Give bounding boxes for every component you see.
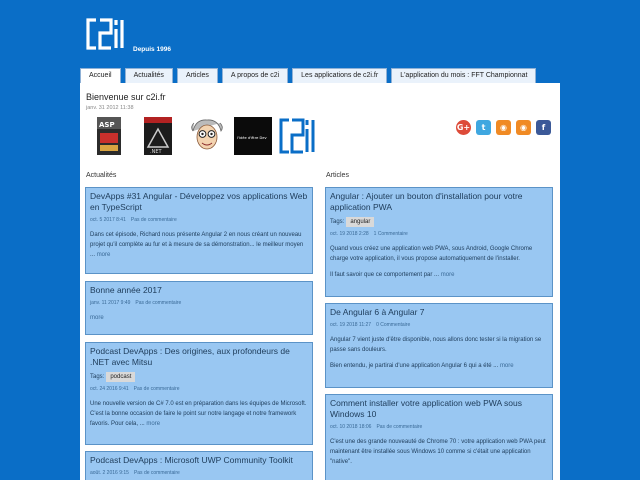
post-meta bbox=[90, 386, 308, 392]
post-date: oct. 5 2017 8:41 bbox=[90, 217, 126, 223]
post-date: oct. 10 2018 18:06 bbox=[330, 424, 372, 430]
post-excerpt-text: Une nouvelle version de C# 7.0 est en préparation dans les équipes de Microsoft. C'est la bonne occasion de faire le point sur notre langage et notre framework favoris. Pour cela, ... bbox=[90, 401, 307, 427]
tab-home[interactable]: Accueil bbox=[80, 68, 121, 83]
asp-book-image[interactable] bbox=[97, 117, 121, 155]
tags-label: Tags: bbox=[90, 374, 105, 380]
page-header bbox=[0, 0, 640, 68]
since-label: Depuis 1996 bbox=[133, 46, 171, 53]
book-cover-label: l'idée d'être Dev bbox=[237, 136, 267, 140]
post-meta bbox=[330, 231, 548, 237]
news-post bbox=[85, 451, 313, 480]
tags-label: Tags: bbox=[330, 219, 345, 225]
post-meta bbox=[90, 300, 308, 306]
post-title[interactable]: Podcast DevApps : Des origines, aux profondeurs de .NET avec Mitsu bbox=[90, 346, 290, 367]
post-excerpt-text: Il faut savoir que ce comportement par ... bbox=[330, 272, 440, 278]
rss-alt-icon[interactable]: ◉ bbox=[516, 120, 531, 135]
post-excerpt-cont bbox=[330, 270, 548, 280]
post-date: oct. 19 2018 11:27 bbox=[330, 322, 372, 328]
post-title[interactable]: Bonne année 2017 bbox=[90, 285, 162, 295]
post-excerpt bbox=[90, 399, 308, 429]
facebook-icon[interactable]: f bbox=[536, 120, 551, 135]
article-post bbox=[325, 303, 553, 388]
dotnet-book-label: .NET bbox=[150, 149, 162, 155]
news-column-title: Actualités bbox=[86, 172, 117, 179]
tab-about[interactable]: A propos de c2i bbox=[222, 68, 288, 83]
twitter-icon[interactable]: t bbox=[476, 120, 491, 135]
post-excerpt-cont bbox=[330, 361, 548, 371]
main-content bbox=[80, 83, 560, 480]
post-excerpt-text: Quand vous créez une application web PWA, sous Android, Google Chrome charge votre application, il vous propose automatiquement de l'installer. bbox=[330, 246, 533, 262]
c2i-logo-icon[interactable] bbox=[86, 16, 126, 52]
tab-news[interactable]: Actualités bbox=[125, 68, 173, 83]
news-post bbox=[85, 342, 313, 445]
more-link[interactable]: more bbox=[499, 363, 514, 369]
post-excerpt-text: Bien entendu, je partirai d'une application Angular 6 qui a été ... bbox=[330, 363, 499, 369]
post-meta bbox=[90, 217, 308, 223]
post-comments-link[interactable]: Pas de commentaire bbox=[376, 424, 423, 430]
post-date: janv. 11 2017 9:49 bbox=[90, 300, 131, 306]
more-link[interactable]: more bbox=[440, 272, 455, 278]
post-excerpt bbox=[330, 244, 548, 280]
post-title[interactable]: Comment installer votre application web PWA sous Windows 10 bbox=[330, 398, 522, 419]
post-meta bbox=[330, 424, 548, 430]
post-excerpt bbox=[90, 313, 308, 323]
more-link[interactable]: more bbox=[96, 252, 111, 258]
tag-angular[interactable]: angular bbox=[346, 217, 374, 227]
tag-podcast[interactable]: podcast bbox=[106, 372, 135, 382]
post-meta bbox=[330, 322, 548, 328]
post-excerpt bbox=[330, 437, 548, 467]
page-date: janv. 31 2012 11:38 bbox=[86, 105, 134, 111]
post-comments-link[interactable]: 1 Commentaire bbox=[373, 231, 408, 237]
tab-app-of-month[interactable]: L'application du mois : FFT Championnat bbox=[391, 68, 536, 83]
post-title[interactable]: Podcast DevApps : Microsoft UWP Community Toolkit bbox=[90, 455, 293, 465]
tab-apps[interactable]: Les applications de c2i.fr bbox=[292, 68, 387, 83]
post-meta bbox=[90, 470, 308, 476]
rss-icon[interactable]: ◉ bbox=[496, 120, 511, 135]
news-post bbox=[85, 187, 313, 274]
article-post bbox=[325, 394, 553, 480]
post-tags bbox=[90, 372, 308, 382]
post-title[interactable]: De Angular 6 à Angular 7 bbox=[330, 307, 425, 317]
article-post bbox=[325, 187, 553, 297]
post-excerpt-text: Dans cet épisode, Richard nous présente Angular 2 en nous créant un nouveau projet qu'il complète au fur et à mesure de sa démonstration... le meilleur moyen ... bbox=[90, 232, 304, 258]
more-link[interactable]: more bbox=[146, 421, 161, 427]
post-excerpt-text: C'est une des grande nouveauté de Chrome 70 : votre application web PWA peut maintenant être installée sous Windows 10 comme si c'était une application "native". bbox=[330, 439, 546, 465]
post-date: oct. 19 2018 2:28 bbox=[330, 231, 369, 237]
articles-column-title: Articles bbox=[326, 172, 349, 179]
post-title[interactable]: DevApps #31 Angular - Développez vos applications Web en TypeScript bbox=[90, 191, 308, 212]
dotnet-book-image[interactable] bbox=[144, 117, 172, 155]
post-excerpt bbox=[330, 335, 548, 371]
news-post bbox=[85, 281, 313, 335]
page-title: Bienvenue sur c2i.fr bbox=[86, 92, 166, 102]
post-comments-link[interactable]: 0 Commentaire bbox=[376, 322, 411, 328]
post-title[interactable]: Angular : Ajouter un bouton d'installation pour votre application PWA bbox=[330, 191, 523, 212]
post-tags bbox=[330, 217, 548, 227]
google-plus-icon[interactable]: G+ bbox=[456, 120, 471, 135]
c2i-logo-small[interactable] bbox=[278, 117, 316, 155]
tab-articles[interactable]: Articles bbox=[177, 68, 218, 83]
post-comments-link[interactable]: Pas de commentaire bbox=[133, 470, 180, 476]
main-nav bbox=[80, 68, 540, 83]
more-link[interactable]: more bbox=[90, 315, 104, 321]
post-date: oct. 24 2016 9:41 bbox=[90, 386, 129, 392]
asp-book-label: ASP bbox=[99, 121, 115, 129]
post-comments-link[interactable]: Pas de commentaire bbox=[133, 386, 180, 392]
post-excerpt-text: Angular 7 vient juste d'être disponible, nous allons donc tester si la migration se passe sans douleurs. bbox=[330, 337, 542, 353]
post-date: août. 2 2016 9:15 bbox=[90, 470, 129, 476]
post-comments-link[interactable]: Pas de commentaire bbox=[135, 300, 182, 306]
caricature-image[interactable] bbox=[190, 117, 224, 155]
post-comments-link[interactable]: Pas de commentaire bbox=[130, 217, 177, 223]
book-cover-image[interactable] bbox=[234, 117, 272, 155]
post-excerpt bbox=[90, 230, 308, 260]
